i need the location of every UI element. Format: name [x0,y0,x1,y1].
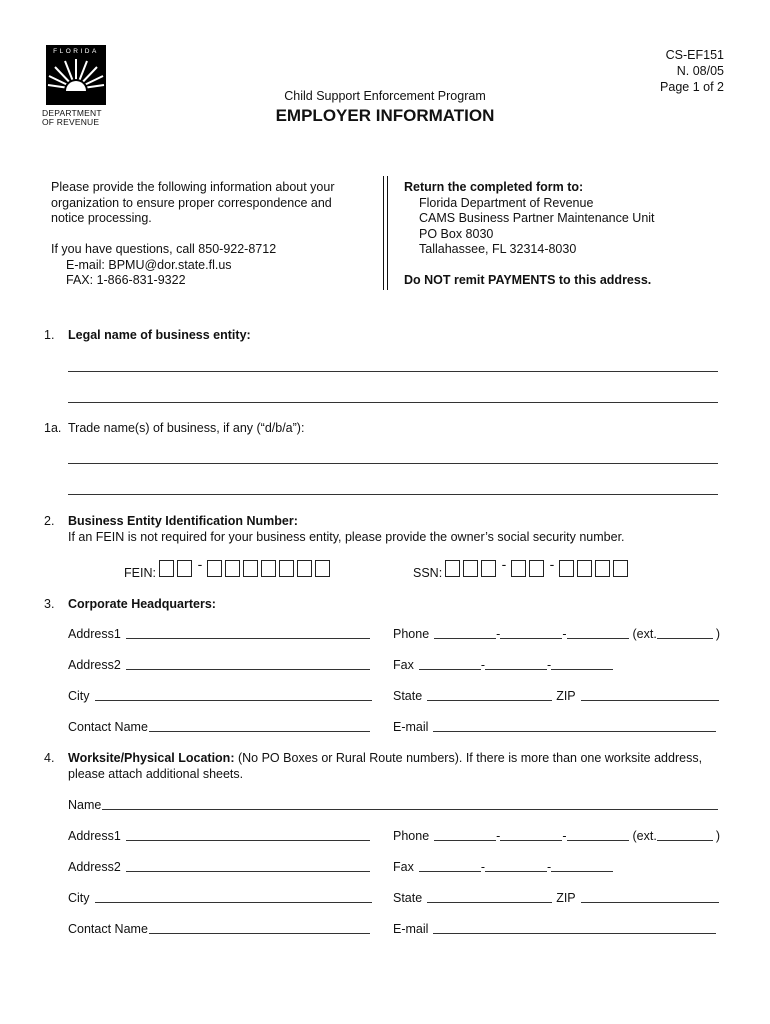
return-address-line: CAMS Business Partner Maintenance Unit [419,211,655,225]
ssn-dash: - [501,555,507,572]
ws-name-input[interactable] [102,808,718,810]
fax-dash: - [480,658,486,672]
q2-label: Business Entity Identification Number: [68,514,298,528]
ws-email-label: E-mail [393,922,429,936]
fein-digit-box[interactable] [243,560,258,577]
dept-name-line1: DEPARTMENT [42,108,102,118]
ws-zip-label: ZIP [556,891,576,905]
questions-phone: If you have questions, call 850-922-8712 [51,242,277,256]
hq-city-input[interactable] [95,699,372,701]
hq-address2-input[interactable] [126,668,370,670]
fein-input[interactable] [159,555,333,577]
ws-contact-input[interactable] [149,932,370,934]
contact-fax: FAX: 1-866-831-9322 [66,273,186,287]
ws-fax-prefix-input[interactable] [485,870,547,872]
hq-phone-line-input[interactable] [567,637,629,639]
ssn-digit-box[interactable] [529,560,544,577]
ws-email-field[interactable] [393,922,716,936]
ssn-digit-box[interactable] [595,560,610,577]
hq-address1-label: Address1 [68,627,121,641]
hq-address2-field[interactable] [68,658,370,672]
form-id-block [660,47,724,95]
ws-fax-line-input[interactable] [551,870,613,872]
ws-state-zip-field[interactable] [393,891,719,905]
ssn-digit-box[interactable] [481,560,496,577]
divider-bar [383,176,388,290]
q3-number: 3. [44,597,55,611]
ws-name-field[interactable] [68,798,718,812]
hq-address1-input[interactable] [126,637,370,639]
q1-number: 1. [44,328,55,342]
q1a-number: 1a. [44,421,62,435]
contact-email: E-mail: BPMU@dor.state.fl.us [66,257,232,272]
hq-ext-input[interactable] [657,637,713,639]
hq-fax-area-input[interactable] [419,668,481,670]
phone-dash: - [562,829,567,843]
intro-line: organization to ensure proper correspondence and [51,195,332,210]
hq-fax-field[interactable] [393,658,613,672]
trade-name-line-1[interactable] [68,463,718,464]
ws-address2-label: Address2 [68,860,121,874]
ws-phone-label: Phone [393,829,430,843]
q4-label-bold: Worksite/Physical Location: [68,751,235,765]
hq-email-label: E-mail [393,720,429,734]
phone-dash: - [562,627,567,641]
ws-address1-label: Address1 [68,829,121,843]
q2-number: 2. [44,514,55,528]
logo-state-text: FLORIDA [53,48,99,55]
fein-digit-box[interactable] [297,560,312,577]
q1-label: Legal name of business entity: [68,328,251,342]
fein-dash: - [197,555,203,572]
fax-dash: - [547,658,552,672]
ws-contact-field[interactable] [68,922,370,936]
ws-address2-input[interactable] [126,870,370,872]
hq-fax-line-input[interactable] [551,668,613,670]
ext-open: (ext. [632,829,657,843]
ws-email-input[interactable] [433,932,716,934]
hq-contact-label: Contact Name [68,720,148,734]
ssn-digit-box[interactable] [445,560,460,577]
phone-dash: - [496,627,501,641]
hq-zip-label: ZIP [556,689,576,703]
hq-fax-label: Fax [393,658,414,672]
ssn-digit-box[interactable] [463,560,478,577]
q1a-label: Trade name(s) of business, if any (“d/b/a”): [68,421,305,435]
hq-address1-field[interactable] [68,627,370,641]
ext-close: ) [715,829,720,843]
hq-state-zip-field[interactable] [393,689,719,703]
ws-address1-field[interactable] [68,829,370,843]
ws-address2-field[interactable] [68,860,370,874]
ws-phone-prefix-input[interactable] [500,839,562,841]
fein-digit-box[interactable] [159,560,174,577]
ssn-dash: - [549,555,555,572]
payment-warning: Do NOT remit PAYMENTS to this address. [404,273,652,287]
q4-label-line2: please attach additional sheets. [68,767,244,781]
intro-line: Please provide the following information about your [51,180,335,194]
form-revision: N. 08/05 [676,64,724,78]
ws-phone-field[interactable] [393,829,720,843]
hq-city-label: City [68,689,90,703]
hq-address2-label: Address2 [68,658,121,672]
ssn-input[interactable] [445,555,631,577]
page-number: Page 1 of 2 [660,80,724,94]
fein-digit-box[interactable] [261,560,276,577]
intro-line: notice processing. [51,211,152,225]
q2-note: If an FEIN is not required for your business entity, please provide the owner’s social security number. [68,530,625,544]
return-address-line: Florida Department of Revenue [419,195,594,210]
form-number: CS-EF151 [665,48,724,62]
q4-label [68,751,702,765]
fein-digit-box[interactable] [207,560,222,577]
fax-dash: - [547,860,552,874]
ssn-digit-box[interactable] [577,560,592,577]
q4-label-rest: (No PO Boxes or Rural Route numbers). If there is more than one worksite address, [234,751,703,765]
program-name: Child Support Enforcement Program [284,89,486,103]
ws-state-label: State [393,891,423,905]
ws-phone-line-input[interactable] [567,839,629,841]
fein-digit-box[interactable] [225,560,240,577]
hq-state-input[interactable] [427,699,552,701]
hq-zip-input[interactable] [581,699,719,701]
ssn-digit-box[interactable] [613,560,628,577]
hq-email-input[interactable] [433,730,716,732]
dept-name-line2: OF REVENUE [42,117,100,127]
ssn-digit-box[interactable] [559,560,574,577]
ws-phone-area-input[interactable] [434,839,496,841]
hq-phone-label: Phone [393,627,430,641]
ws-ext-input[interactable] [657,839,713,841]
return-address-line: Tallahassee, FL 32314-8030 [419,242,577,256]
legal-name-line-1[interactable] [68,371,718,372]
ssn-label: SSN: [413,566,443,580]
return-address-block [404,180,655,289]
ws-fax-field[interactable] [393,860,613,874]
hq-phone-field[interactable] [393,627,720,641]
hq-phone-prefix-input[interactable] [500,637,562,639]
return-address-line: PO Box 8030 [419,226,494,241]
ext-open: (ext. [632,627,657,641]
hq-state-label: State [393,689,423,703]
hq-phone-area-input[interactable] [434,637,496,639]
phone-dash: - [496,829,501,843]
hq-contact-input[interactable] [149,730,370,732]
legal-name-line-2[interactable] [68,402,718,403]
q3-label: Corporate Headquarters: [68,597,216,611]
intro-text [51,180,335,289]
trade-name-line-2[interactable] [68,494,718,495]
ws-state-input[interactable] [427,901,552,903]
ws-city-input[interactable] [95,901,372,903]
hq-city-field[interactable] [68,689,372,703]
fein-label: FEIN: [124,566,156,580]
hq-email-field[interactable] [393,720,716,734]
ws-contact-label: Contact Name [68,922,148,936]
return-heading: Return the completed form to: [404,180,584,194]
page-title: EMPLOYER INFORMATION [275,106,495,125]
fein-digit-box[interactable] [315,560,330,577]
fax-dash: - [480,860,486,874]
ws-zip-input[interactable] [581,901,719,903]
ext-close: ) [715,627,720,641]
q4-number: 4. [44,751,55,765]
ws-name-label: Name [68,798,102,812]
ws-city-field[interactable] [68,891,372,905]
ws-city-label: City [68,891,90,905]
ws-fax-label: Fax [393,860,414,874]
ws-address1-input[interactable] [126,839,370,841]
ssn-digit-box[interactable] [511,560,526,577]
hq-fax-prefix-input[interactable] [485,668,547,670]
hq-contact-field[interactable] [68,720,370,734]
fein-digit-box[interactable] [177,560,192,577]
fein-digit-box[interactable] [279,560,294,577]
ws-fax-area-input[interactable] [419,870,481,872]
